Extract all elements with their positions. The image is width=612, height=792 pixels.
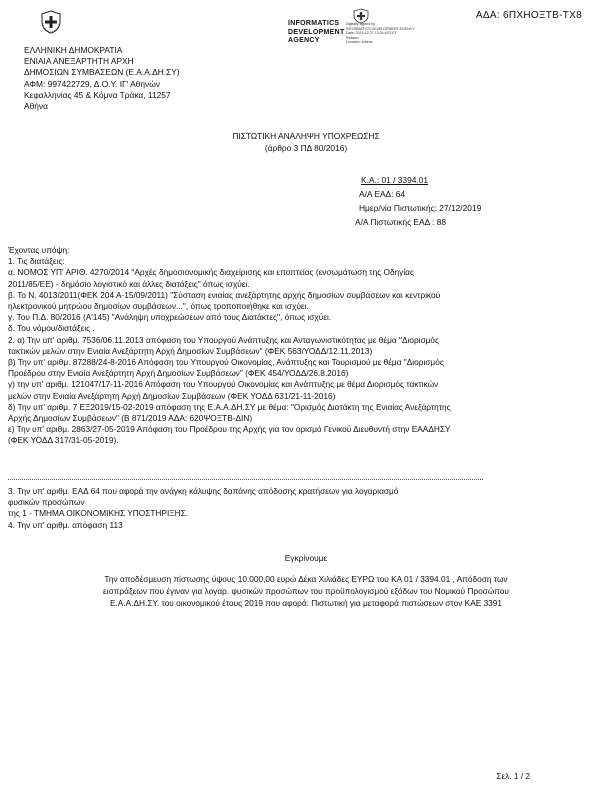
sender-line: ΑΦΜ: 997422729, Δ.Ο.Υ. ΙΓ' Αθηνών <box>24 78 160 89</box>
signature-stamp-text <box>288 20 345 46</box>
body-line: 2011/85/ΕΕ) - δημόσιο λογιστικό και άλλες διατάξεις" όπως ισχύει. <box>8 278 250 289</box>
ka-code: Κ.Α.: 01 / 3394.01 <box>361 175 429 185</box>
body-line: δ. Του νόμου/διατάξεις . <box>8 323 95 334</box>
page-number: Σελ. 1 / 2 <box>496 771 530 781</box>
stamp-small-line: Digitally signed by <box>346 22 375 26</box>
section-line: της 1 - ΤΜΗΜΑ ΟΙΚΟΝΟΜΙΚΗΣ ΥΠΟΣΤΗΡΙΞΗΣ. <box>8 508 189 519</box>
sender-line: Αθήνα <box>24 101 48 112</box>
section-line: φυσικών προσώπων <box>8 497 85 508</box>
section-line: 3. Την υπ' αριθμ. ΕΑΔ 64 που αφορά την ανάγκη κάλυψης δαπάνης απόδοσης κρατήσεων για λογαριασμό <box>8 486 399 496</box>
sender-line: ΕΛΛΗΝΙΚΗ ΔΗΜΟΚΡΑΤΙΑ <box>24 45 123 55</box>
section-line: 4. Την υπ' αριθμ. απόφαση 113 <box>8 519 123 530</box>
ada-code: ΑΔΑ: 6ΠΧΗΟΞΤΒ-ΤΧ8 <box>475 10 582 21</box>
digital-signature-details <box>346 22 415 45</box>
approval-line: Ε.Α.Α.ΔΗ.ΣΥ. του οικονομικού έτους 2019 που αφορά: Πιστωτική για μεταφορά πιστώσεων στον ΚΑΕ 3391 <box>109 597 503 608</box>
sender-line: ΔΗΜΟΣΙΩΝ ΣΥΜΒΑΣΕΩΝ (Ε.Α.Α.ΔΗ.ΣΥ) <box>24 67 180 78</box>
approval-line: εισπράξεων που έγιναν για λογαρ. φυσικών προσώπων του προϋπολογισμού εξόδων του Νομικού Προσώπου <box>103 585 509 596</box>
body-line: Έχοντας υπόψη: <box>8 245 70 255</box>
stamp-small-line: Reason: <box>346 35 360 40</box>
document-subtitle: (άρθρο 3 ΠΔ 80/2016) <box>264 143 348 153</box>
body-line: δ) Την υπ' αριθμ. 7 ΕΞ2019/15-02-2019 απόφαση της Ε.Α.Α.ΔΗ.ΣΥ με θέμα: "Ορισμός Διατάκτη της Ενιαίας Ανεξάρτητης <box>8 401 451 412</box>
body-line: Προέδρου στην Ενιαία Ανεξάρτητη Αρχή Δημοσίων Συμβάσεων" (ΦΕΚ 454/ΥΟΔΔ/26.8.2016) <box>8 368 349 379</box>
body-line: 2. α) Την υπ' αριθμ. 7536/06.11.2013 απόφαση του Υπουργού Ανάπτυξης και Ανταγωνιστικότητας με θέμα "Διορισμός <box>8 334 440 345</box>
sender-block <box>24 45 180 112</box>
greek-emblem-icon <box>39 10 63 34</box>
section-3-4 <box>8 486 398 531</box>
body-line: γ. Του Π.Δ. 80/2016 (Α'145) "Ανάληψη υποχρεώσεων από τους Διατάκτες", όπως ισχύει. <box>8 312 332 323</box>
stamp-small-line: INFORMATICS DEVELOPMENT AGENCY <box>346 26 415 31</box>
credit-date: Ημερ/νία Πιστωτικής: 27/12/2019 <box>359 203 482 213</box>
reference-block <box>357 173 481 229</box>
body-line: 1. Τις διατάξεις: <box>8 256 65 267</box>
body-line: τακτικών μελών στην Ενιαία Ανεξάρτητη Αρχή Δημοσίων Συμβάσεων" (ΦΕΚ 563/ΥΟΔΔ/12.11.2013) <box>8 345 373 356</box>
sender-line: Κεφαλληνίας 45 & Κόμνα Τράκα, 11257 <box>24 89 171 100</box>
body-line: α. ΝΟΜΟΣ ΥΠ' ΑΡΙΘ. 4270/2014 "Αρχές δημοσιονομικής διαχείρισης και εποπτείας (ενσωμάτωση της Οδηγίας <box>8 267 414 278</box>
body-line: ηλεκτρονικού μητρώου δημοσίων συμβάσεων...", όπως τροποποιήθηκε και ισχύει. <box>8 301 309 312</box>
stamp-line: INFORMATICS <box>288 20 340 27</box>
considerations-body <box>8 245 568 447</box>
body-line: (ΦΕΚ ΥΟΔΔ 317/31-05-2019). <box>8 435 119 446</box>
stamp-small-line: Location: Athens <box>346 40 373 45</box>
body-line: μελών στην Ενιαία Ανεξάρτητη Αρχή Δημοσίων Συμβάσεων (ΦΕΚ ΥΟΔΔ 631/21-11-2016) <box>8 390 336 401</box>
body-line: ε) Την υπ' αριθμ. 2863/27-05-2019 Απόφαση του Προέδρου της Αρχής για τον ορισμό Γενικού Διευθυντή στην ΕΑΑΔΗΣΥ <box>8 424 451 435</box>
document-title: ΠΙΣΤΩΤΙΚΗ ΑΝΑΛΗΨΗ ΥΠΟΧΡΕΩΣΗΣ <box>232 131 380 141</box>
approval-text <box>0 574 612 609</box>
aa-ead: Α/Α ΕΑΔ: 64 <box>359 189 406 199</box>
body-line: Αρχής Δημοσίων Συμβάσεων" (Β 871/2019 ΑΔΑ: 620ΨΟΞΤΒ-ΔΙΝ) <box>8 413 253 424</box>
body-line: γ) την υπ' αριθμ. 121047/17-11-2016 Απόφαση του Υπουργού Οικονομίας και Ανάπτυξης με θέμα Διορισμός τακτικών <box>8 379 439 390</box>
approve-heading: Εγκρίνουμε <box>284 553 328 563</box>
stamp-line: DEVELOPMENT <box>288 28 345 36</box>
stamp-small-line: Date: 2019.12.27 13:34:44 EET <box>346 31 397 36</box>
stamp-line: AGENCY <box>288 37 320 45</box>
body-line: β. Το Ν. 4013/2011(ΦΕΚ 204 Α-15/09/2011) "Σύσταση ενιαίας ανεξάρτητης αρχής δημοσίων συμβάσεων και κεντρικού <box>8 289 441 300</box>
dotted-separator <box>8 479 483 480</box>
sender-line: ΕΝΙΑΙΑ ΑΝΕΞΑΡΤΗΤΗ ΑΡΧΗ <box>24 56 134 67</box>
approval-line: Την αποδέσμευση πίστωσης ύψους 10.000,00 ευρώ Δέκα Χιλιάδες ΕΥΡΩ του ΚΑ 01 / 3394.01 , Απόδοση των <box>104 574 508 584</box>
aa-pistotikis: Α/Α Πιστωτικής ΕΑΔ : 88 <box>355 217 447 227</box>
body-line: β) Την υπ' αριθμ. 87288/24-8-2016 Απόφαση του Υπουργού Οικονομίας, Ανάπτυξης και Τουρισμού με θέμα "Διορισμός <box>8 357 444 368</box>
